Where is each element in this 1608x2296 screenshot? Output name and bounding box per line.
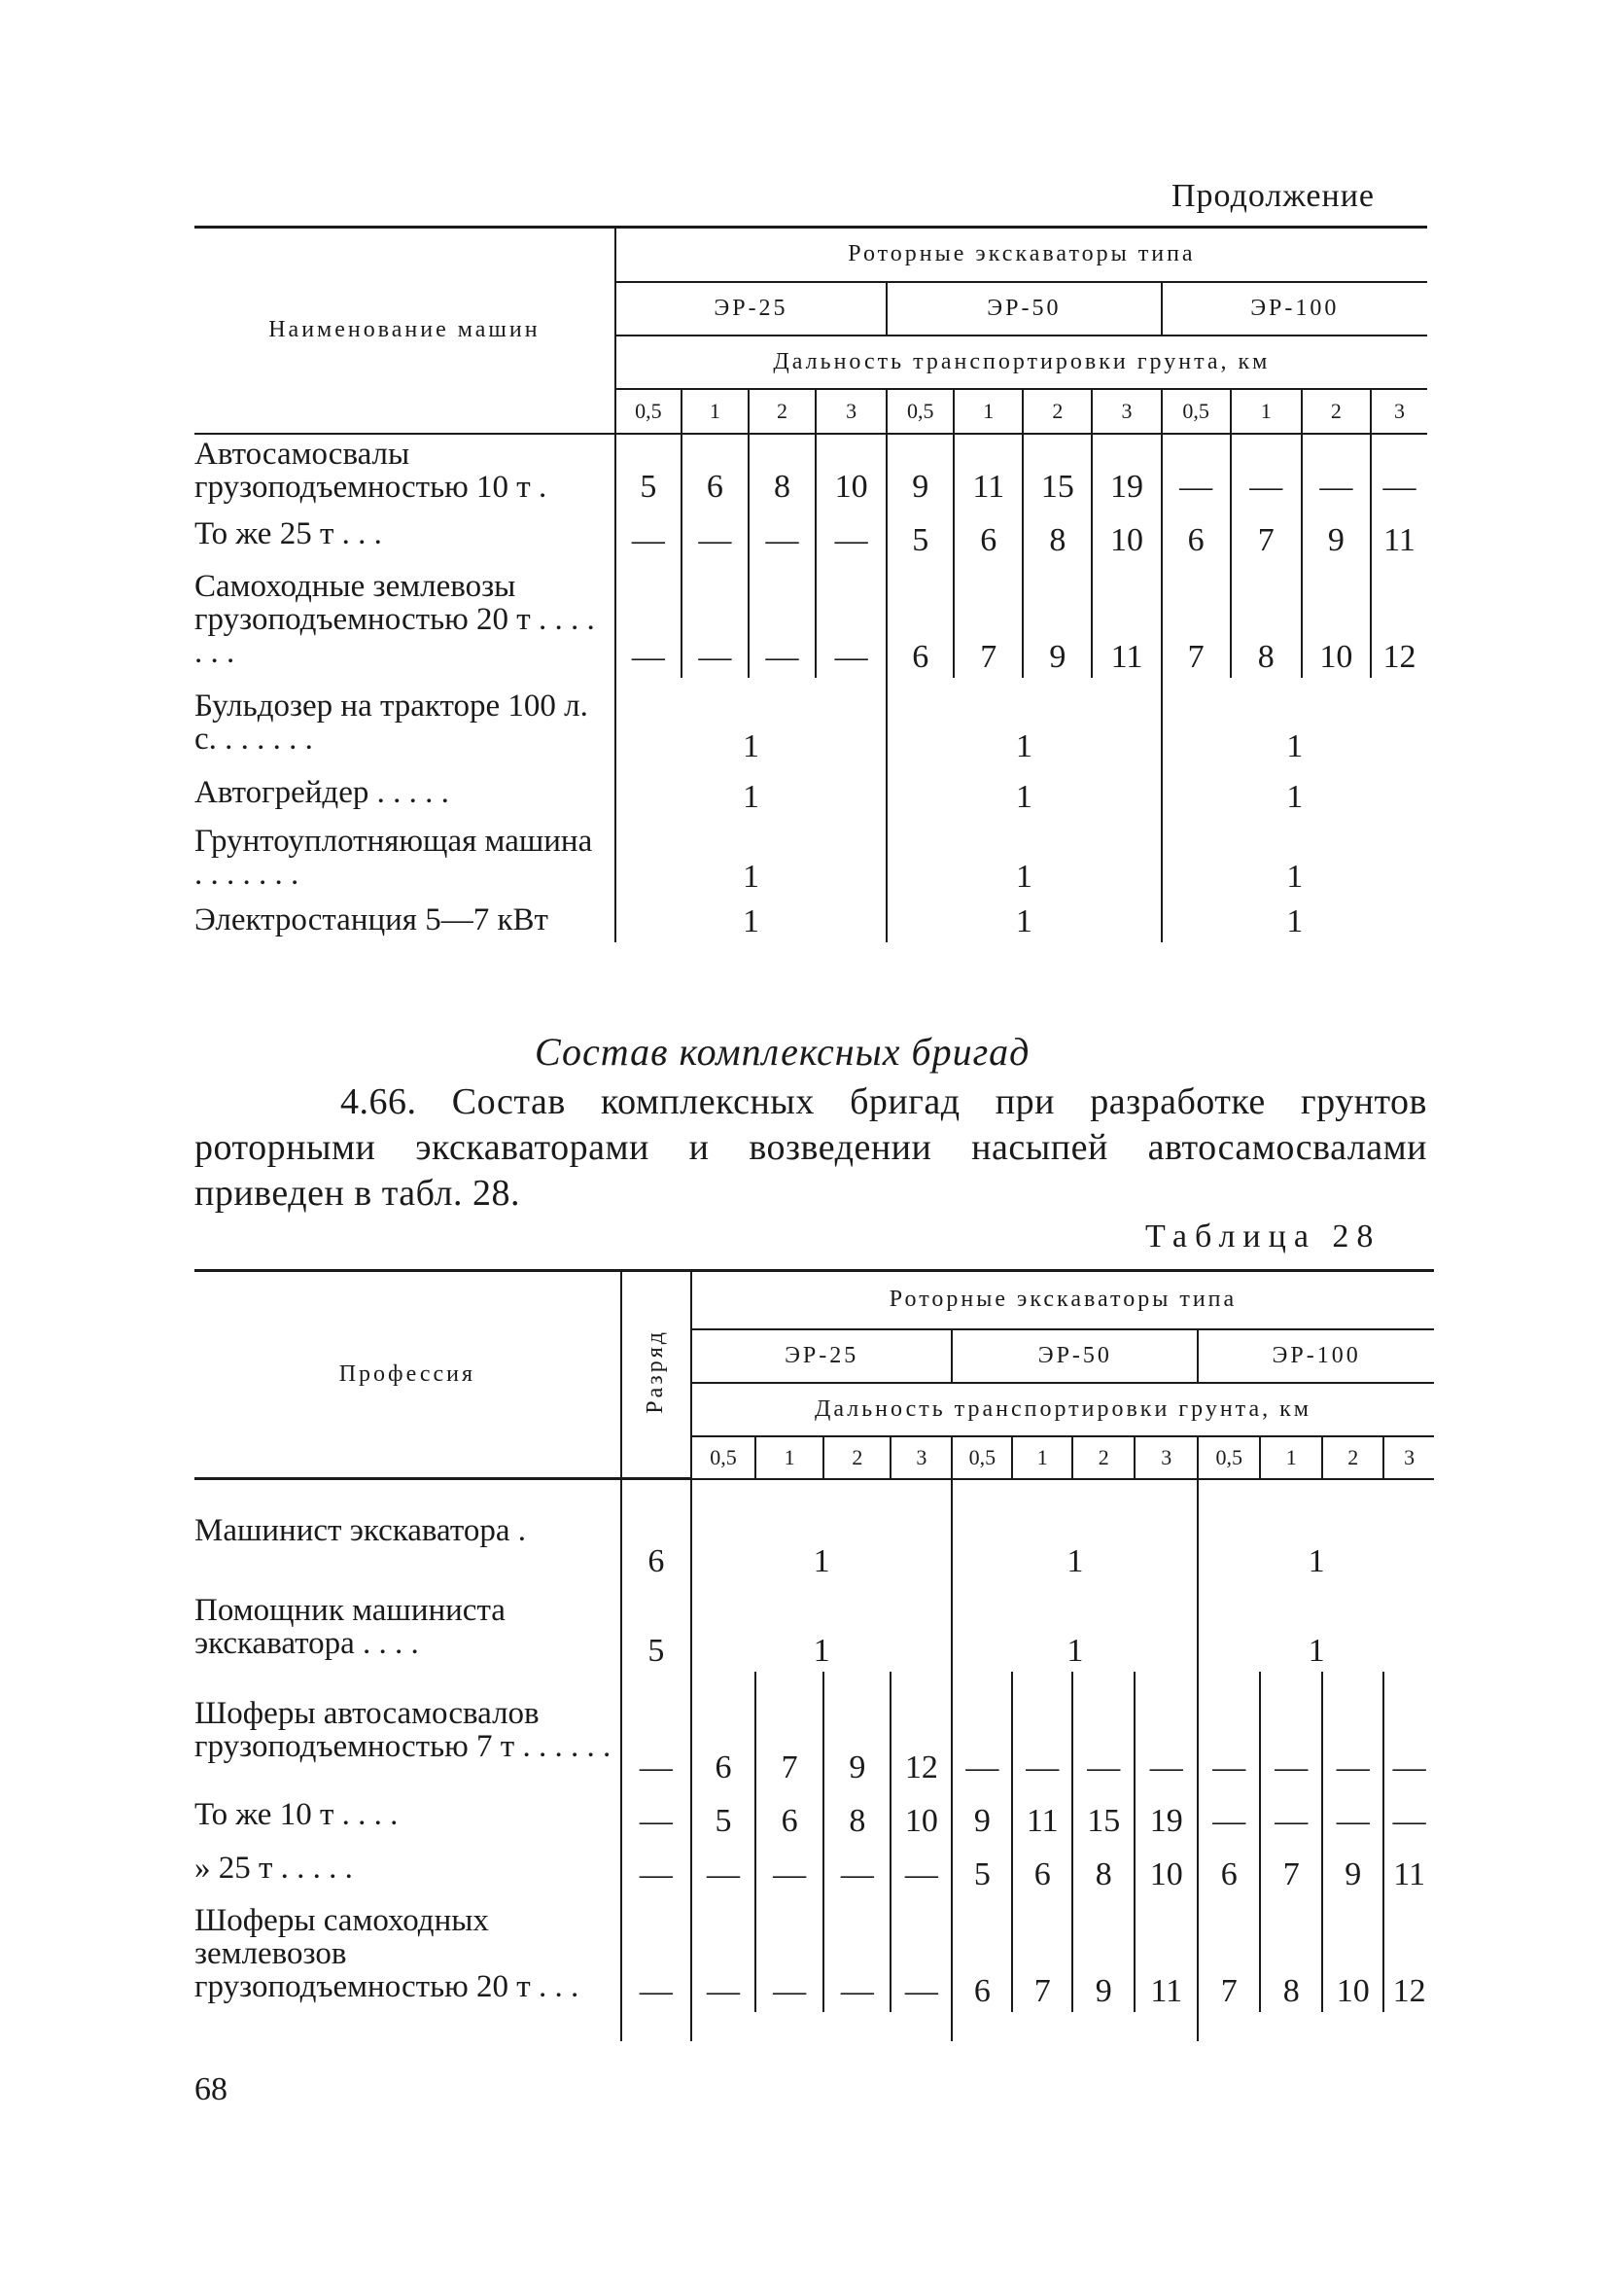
row-label: Помощник машиниста экскаватора . . . . bbox=[194, 1592, 506, 1661]
distance-cell: 1 bbox=[682, 389, 749, 434]
value-cell: 6 bbox=[1198, 1842, 1260, 1895]
value-cell: 8 bbox=[749, 434, 816, 508]
distance-cell: 3 bbox=[1383, 1436, 1434, 1479]
distance-cell: 0,5 bbox=[615, 389, 682, 434]
row-label: Грунтоуплотняющая машина . . . . . . . bbox=[194, 823, 593, 892]
value-cell: 6 bbox=[682, 434, 749, 508]
value-cell: 6 bbox=[952, 1895, 1012, 2012]
group-value-cell: 1 bbox=[952, 1479, 1198, 1582]
value-cell: 10 bbox=[1092, 508, 1161, 561]
value-cell: — bbox=[1322, 1672, 1383, 1788]
value-cell: — bbox=[891, 1895, 952, 2012]
group-value-cell: 1 bbox=[887, 767, 1161, 818]
value-cell: — bbox=[1260, 1672, 1322, 1788]
distance-cell: 2 bbox=[1023, 389, 1092, 434]
distance-cell: 0,5 bbox=[952, 1436, 1012, 1479]
value-cell: — bbox=[1012, 1672, 1072, 1788]
value-cell: 5 bbox=[887, 508, 954, 561]
group-value-cell: 1 bbox=[615, 767, 887, 818]
table-row bbox=[194, 1895, 1434, 2012]
group-value-cell: 1 bbox=[1198, 1582, 1434, 1672]
page-number: 68 bbox=[194, 2071, 227, 2107]
value-cell: 6 bbox=[691, 1672, 755, 1788]
value-cell: — bbox=[816, 508, 887, 561]
value-cell: 7 bbox=[1162, 561, 1231, 678]
row-label: То же 25 т . . . bbox=[194, 516, 382, 551]
value-cell: — bbox=[816, 561, 887, 678]
value-cell: 15 bbox=[1023, 434, 1092, 508]
value-cell: — bbox=[891, 1842, 952, 1895]
type-header: ЭР-100 bbox=[1198, 1329, 1434, 1383]
value-cell: 9 bbox=[1072, 1895, 1135, 2012]
row-label: Автосамосвалы грузоподъемностью 10 т . bbox=[194, 437, 547, 505]
value-cell: 10 bbox=[816, 434, 887, 508]
group-value-cell: 1 bbox=[615, 678, 887, 767]
value-cell: 10 bbox=[891, 1788, 952, 1842]
value-cell: 6 bbox=[1012, 1842, 1072, 1895]
value-cell: 8 bbox=[1260, 1895, 1322, 2012]
value-cell: 11 bbox=[1383, 1842, 1434, 1895]
machines-table bbox=[194, 226, 1427, 942]
value-cell: — bbox=[755, 1895, 823, 2012]
value-cell: 10 bbox=[1302, 561, 1371, 678]
value-cell: 6 bbox=[755, 1788, 823, 1842]
distance-cell: 1 bbox=[1012, 1436, 1072, 1479]
name-column-header: Наименование машин bbox=[194, 228, 615, 434]
excavator-group-header: Роторные экскаваторы типа bbox=[615, 228, 1427, 282]
table-row bbox=[194, 1479, 1434, 1582]
value-cell: 12 bbox=[891, 1672, 952, 1788]
group-value-cell: 1 bbox=[1162, 678, 1427, 767]
spacer-cell bbox=[1198, 2012, 1434, 2041]
value-cell: 7 bbox=[954, 561, 1023, 678]
group-value-cell: 1 bbox=[691, 1479, 952, 1582]
type-header: ЭР-50 bbox=[952, 1329, 1198, 1383]
group-value-cell: 1 bbox=[1162, 818, 1427, 898]
table-row bbox=[194, 767, 1427, 818]
table-row bbox=[194, 508, 1427, 561]
spacer-cell bbox=[621, 2012, 691, 2041]
value-cell: — bbox=[823, 1842, 891, 1895]
value-cell: 8 bbox=[1072, 1842, 1135, 1895]
grade-cell: 6 bbox=[621, 1479, 691, 1582]
paragraph: 4.66. Состав комплексных бригад при разработке грунтов роторными экскаваторами и возведении насыпей автосамосвалами приведен в табл. 28. bbox=[194, 1081, 1427, 1214]
distance-cell: 1 bbox=[755, 1436, 823, 1479]
group-value-cell: 1 bbox=[887, 818, 1161, 898]
distance-cell: 1 bbox=[1231, 389, 1302, 434]
value-cell: — bbox=[952, 1672, 1012, 1788]
value-cell: — bbox=[691, 1842, 755, 1895]
value-cell: 8 bbox=[823, 1788, 891, 1842]
table-row bbox=[194, 2012, 1434, 2041]
value-cell: 10 bbox=[1322, 1895, 1383, 2012]
value-cell: 5 bbox=[952, 1842, 1012, 1895]
row-label: Шоферы самоходных землевозов грузоподъемностью 20 т . . . bbox=[194, 1902, 579, 2004]
value-cell: 9 bbox=[1322, 1842, 1383, 1895]
table-row bbox=[194, 1582, 1434, 1672]
value-cell: 19 bbox=[1092, 434, 1161, 508]
table-row bbox=[194, 1672, 1434, 1788]
distance-cell: 1 bbox=[954, 389, 1023, 434]
group-value-cell: 1 bbox=[887, 678, 1161, 767]
value-cell: 5 bbox=[691, 1788, 755, 1842]
distance-cell: 2 bbox=[749, 389, 816, 434]
table-row bbox=[194, 434, 1427, 508]
group-value-cell: 1 bbox=[691, 1582, 952, 1672]
row-label: Автогрейдер . . . . . bbox=[194, 774, 449, 810]
grade-column-header: Разряд bbox=[621, 1271, 691, 1479]
group-value-cell: 1 bbox=[1198, 1479, 1434, 1582]
value-cell: — bbox=[1162, 434, 1231, 508]
value-cell: 7 bbox=[1231, 508, 1302, 561]
table-row bbox=[194, 678, 1427, 767]
table-row bbox=[194, 818, 1427, 898]
value-cell: 11 bbox=[1092, 561, 1161, 678]
excavator-group-header: Роторные экскаваторы типа bbox=[691, 1271, 1434, 1329]
value-cell: — bbox=[615, 561, 682, 678]
table-label: Таблица 28 bbox=[1145, 1219, 1381, 1254]
grade-cell: — bbox=[621, 1842, 691, 1895]
value-cell: 6 bbox=[1162, 508, 1231, 561]
distance-cell: 3 bbox=[1092, 389, 1161, 434]
spacer-cell bbox=[691, 2012, 952, 2041]
value-cell: — bbox=[1072, 1672, 1135, 1788]
group-value-cell: 1 bbox=[615, 898, 887, 942]
value-cell: — bbox=[1260, 1788, 1322, 1842]
table-row bbox=[194, 1842, 1434, 1895]
distance-cell: 1 bbox=[1260, 1436, 1322, 1479]
grade-cell: — bbox=[621, 1672, 691, 1788]
value-cell: 6 bbox=[887, 561, 954, 678]
distance-cell: 0,5 bbox=[1198, 1436, 1260, 1479]
value-cell: — bbox=[749, 561, 816, 678]
spacer-cell bbox=[952, 2012, 1198, 2041]
row-label: Шоферы автосамосвалов грузоподъемностью 7 т . . . . . . bbox=[194, 1695, 612, 1764]
row-label: То же 10 т . . . . bbox=[194, 1797, 399, 1832]
type-header: ЭР-50 bbox=[887, 282, 1161, 336]
value-cell: 7 bbox=[1012, 1895, 1072, 2012]
section-title: Состав комплексных бригад bbox=[535, 1030, 1031, 1074]
value-cell: — bbox=[1302, 434, 1371, 508]
distance-cell: 2 bbox=[1322, 1436, 1383, 1479]
type-header: ЭР-100 bbox=[1162, 282, 1427, 336]
row-label: Машинист экскаватора . bbox=[194, 1513, 526, 1549]
distance-cell: 0,5 bbox=[887, 389, 954, 434]
grade-cell: 5 bbox=[621, 1582, 691, 1672]
value-cell: — bbox=[1383, 1672, 1434, 1788]
row-label: » 25 т . . . . . bbox=[194, 1851, 353, 1886]
value-cell: 8 bbox=[1231, 561, 1302, 678]
value-cell: — bbox=[682, 508, 749, 561]
value-cell: — bbox=[749, 508, 816, 561]
table-row bbox=[194, 1788, 1434, 1842]
group-value-cell: 1 bbox=[1162, 767, 1427, 818]
profession-column-header: Профессия bbox=[194, 1271, 621, 1479]
group-value-cell: 1 bbox=[1162, 898, 1427, 942]
value-cell: — bbox=[1231, 434, 1302, 508]
row-label: Электростанция 5—7 кВт bbox=[194, 901, 548, 937]
value-cell: 12 bbox=[1383, 1895, 1434, 2012]
value-cell: 10 bbox=[1135, 1842, 1198, 1895]
table-row bbox=[194, 561, 1427, 678]
group-value-cell: 1 bbox=[615, 818, 887, 898]
value-cell: — bbox=[1198, 1788, 1260, 1842]
grade-cell: — bbox=[621, 1788, 691, 1842]
distance-cell: 3 bbox=[1135, 1436, 1198, 1479]
value-cell: — bbox=[1135, 1672, 1198, 1788]
value-cell: 9 bbox=[823, 1672, 891, 1788]
distance-cell: 0,5 bbox=[1162, 389, 1231, 434]
value-cell: 7 bbox=[755, 1672, 823, 1788]
distance-cell: 2 bbox=[823, 1436, 891, 1479]
value-cell: 11 bbox=[954, 434, 1023, 508]
value-cell: 9 bbox=[1023, 561, 1092, 678]
value-cell: 5 bbox=[615, 434, 682, 508]
table-row bbox=[194, 898, 1427, 942]
value-cell: — bbox=[1383, 1788, 1434, 1842]
value-cell: — bbox=[1371, 434, 1427, 508]
value-cell: — bbox=[1198, 1672, 1260, 1788]
type-header: ЭР-25 bbox=[691, 1329, 952, 1383]
value-cell: 11 bbox=[1135, 1895, 1198, 2012]
distance-cell: 2 bbox=[1072, 1436, 1135, 1479]
value-cell: 7 bbox=[1198, 1895, 1260, 2012]
value-cell: 9 bbox=[952, 1788, 1012, 1842]
spacer-cell bbox=[194, 2012, 621, 2041]
grade-cell: — bbox=[621, 1895, 691, 2012]
value-cell: — bbox=[1322, 1788, 1383, 1842]
distance-cell: 2 bbox=[1302, 389, 1371, 434]
value-cell: — bbox=[823, 1895, 891, 2012]
value-cell: — bbox=[755, 1842, 823, 1895]
value-cell: 19 bbox=[1135, 1788, 1198, 1842]
row-label: Бульдозер на тракторе 100 л. с. . . . . . . bbox=[194, 688, 588, 757]
value-cell: 6 bbox=[954, 508, 1023, 561]
value-cell: 11 bbox=[1371, 508, 1427, 561]
distance-header: Дальность транспортировки грунта, км bbox=[691, 1383, 1434, 1436]
row-label: Самоходные землевозы грузоподъемностью 20 т . . . . . . . bbox=[194, 568, 595, 670]
value-cell: — bbox=[691, 1895, 755, 2012]
value-cell: 9 bbox=[1302, 508, 1371, 561]
value-cell: 7 bbox=[1260, 1842, 1322, 1895]
distance-cell: 3 bbox=[816, 389, 887, 434]
continuation-label: Продолжение bbox=[1171, 178, 1376, 214]
distance-cell: 3 bbox=[891, 1436, 952, 1479]
value-cell: 9 bbox=[887, 434, 954, 508]
value-cell: — bbox=[682, 561, 749, 678]
distance-cell: 3 bbox=[1371, 389, 1427, 434]
group-value-cell: 1 bbox=[952, 1582, 1198, 1672]
value-cell: — bbox=[615, 508, 682, 561]
value-cell: 15 bbox=[1072, 1788, 1135, 1842]
value-cell: 11 bbox=[1012, 1788, 1072, 1842]
type-header: ЭР-25 bbox=[615, 282, 887, 336]
value-cell: 8 bbox=[1023, 508, 1092, 561]
group-value-cell: 1 bbox=[887, 898, 1161, 942]
value-cell: 12 bbox=[1371, 561, 1427, 678]
distance-cell: 0,5 bbox=[691, 1436, 755, 1479]
distance-header: Дальность транспортировки грунта, км bbox=[615, 336, 1427, 389]
brigades-table bbox=[194, 1269, 1434, 2041]
